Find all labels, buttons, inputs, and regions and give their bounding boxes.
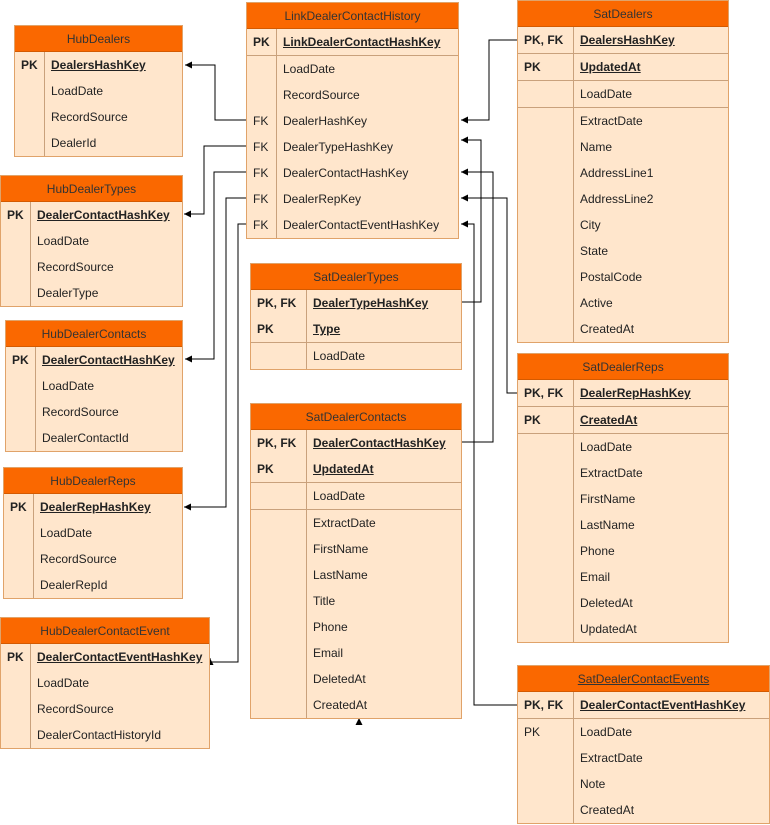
key-cell	[518, 264, 574, 290]
table-row[interactable]	[518, 27, 728, 54]
table-title: SatDealerContactEvents	[518, 666, 769, 692]
table-row[interactable]	[518, 771, 769, 797]
field-name: RecordSource	[37, 260, 114, 274]
key-cell	[15, 78, 45, 104]
table-title: HubDealerContacts	[6, 321, 182, 347]
table-row[interactable]	[518, 134, 728, 160]
key-cell	[518, 160, 574, 186]
table-title: SatDealerTypes	[251, 264, 461, 290]
field-name: DealerRepHashKey	[40, 500, 151, 514]
field-name: RecordSource	[40, 552, 117, 566]
field-name: RecordSource	[37, 702, 114, 716]
key-cell	[6, 425, 36, 451]
table-hub-dealers[interactable]	[14, 25, 183, 157]
key-cell	[518, 616, 574, 642]
table-row[interactable]	[518, 186, 728, 212]
key-cell: PK, FK	[251, 430, 307, 456]
key-cell	[1, 280, 31, 306]
field-name: Email	[580, 570, 611, 584]
table-row[interactable]	[247, 29, 458, 56]
key-cell	[518, 434, 574, 460]
key-cell	[518, 797, 574, 823]
key-cell	[4, 520, 34, 546]
table-row[interactable]	[251, 290, 461, 316]
table-row[interactable]	[518, 81, 728, 108]
table-row[interactable]	[251, 640, 461, 666]
field-name: LoadDate	[580, 725, 633, 739]
key-cell	[4, 546, 34, 572]
key-cell: FK	[247, 108, 277, 134]
field-name: RecordSource	[283, 88, 360, 102]
key-cell	[518, 238, 574, 264]
table-title: HubDealerTypes	[1, 176, 182, 202]
table-row[interactable]	[251, 510, 461, 536]
key-cell: PK, FK	[251, 290, 307, 316]
table-row[interactable]	[15, 130, 182, 156]
table-row[interactable]	[6, 399, 182, 425]
key-cell	[251, 343, 307, 369]
field-name: DealersHashKey	[51, 58, 146, 72]
line-dealerhashkey-hubdealers	[185, 65, 247, 120]
table-row[interactable]	[251, 562, 461, 588]
table-row[interactable]	[518, 407, 728, 434]
key-cell: PK, FK	[518, 380, 574, 406]
field-name: DealerContactEventHashKey	[283, 218, 440, 232]
table-hub-dealer-types[interactable]	[0, 175, 183, 307]
line-dealercontacteventhashkey-hubdealercontactevent	[210, 224, 247, 662]
table-row[interactable]	[6, 373, 182, 399]
table-row[interactable]	[247, 160, 458, 186]
field-name: LoadDate	[37, 234, 90, 248]
table-row[interactable]	[518, 264, 728, 290]
key-cell: PK	[251, 456, 307, 482]
field-name: Active	[580, 296, 613, 310]
field-name: AddressLine1	[580, 166, 654, 180]
key-cell	[518, 290, 574, 316]
field-name: DealerTypeHashKey	[313, 296, 429, 310]
key-cell	[251, 614, 307, 640]
field-name: LinkDealerContactHashKey	[283, 35, 441, 49]
key-cell	[518, 486, 574, 512]
table-row[interactable]	[4, 520, 182, 546]
table-row[interactable]	[15, 52, 182, 78]
line-satdealerreps-to-link	[461, 198, 517, 393]
table-row[interactable]	[4, 572, 182, 598]
key-cell	[251, 692, 307, 718]
key-cell	[1, 670, 31, 696]
field-name: LoadDate	[40, 526, 93, 540]
table-hub-dealer-reps[interactable]	[3, 467, 183, 599]
key-cell	[518, 316, 574, 342]
table-title: HubDealerContactEvent	[1, 618, 209, 644]
table-title: HubDealers	[15, 26, 182, 52]
table-row[interactable]	[15, 78, 182, 104]
table-row[interactable]	[518, 212, 728, 238]
key-cell: PK	[1, 644, 31, 670]
field-name: Phone	[313, 620, 348, 634]
field-name: Phone	[580, 544, 615, 558]
line-satdealertypes-to-link	[461, 140, 481, 302]
table-row[interactable]	[4, 546, 182, 572]
key-cell	[518, 460, 574, 486]
field-name: RecordSource	[51, 110, 128, 124]
table-row[interactable]	[6, 425, 182, 451]
table-row[interactable]	[1, 696, 209, 722]
table-sat-dealer-contacts[interactable]	[250, 403, 462, 719]
field-name: DealerContactEventHashKey	[580, 698, 746, 712]
key-cell: FK	[247, 160, 277, 186]
field-name: ExtractDate	[580, 751, 643, 765]
field-name: DealerContactId	[42, 431, 129, 445]
key-cell	[6, 373, 36, 399]
line-satdealercontacts-to-link	[461, 172, 493, 442]
field-name: DealerRepHashKey	[580, 386, 691, 400]
field-name: RecordSource	[42, 405, 119, 419]
field-name: DealerTypeHashKey	[283, 140, 394, 154]
key-cell	[518, 745, 574, 771]
key-cell	[4, 572, 34, 598]
field-name: Note	[580, 777, 606, 791]
key-cell	[6, 399, 36, 425]
key-cell	[518, 771, 574, 797]
field-name: PostalCode	[580, 270, 643, 284]
table-row[interactable]	[251, 456, 461, 483]
table-row[interactable]	[251, 316, 461, 343]
key-cell	[518, 538, 574, 564]
key-cell	[1, 228, 31, 254]
table-row[interactable]	[251, 430, 461, 456]
field-name: CreatedAt	[580, 322, 635, 336]
field-name: City	[580, 218, 601, 232]
field-name: DealerContactHashKey	[313, 436, 446, 450]
field-name: Email	[313, 646, 344, 660]
key-cell: FK	[247, 134, 277, 160]
table-row[interactable]	[247, 134, 458, 160]
field-name: DealerType	[37, 286, 99, 300]
table-row[interactable]	[247, 108, 458, 134]
field-name: LoadDate	[580, 440, 633, 454]
field-name: LastName	[580, 518, 635, 532]
field-name: Name	[580, 140, 613, 154]
field-name: DealerId	[51, 136, 97, 150]
field-name: Type	[313, 322, 341, 336]
table-row[interactable]	[247, 82, 458, 108]
table-row[interactable]	[518, 692, 769, 719]
key-cell	[251, 536, 307, 562]
key-cell	[247, 82, 277, 108]
field-name: CreatedAt	[580, 803, 635, 817]
field-name: LoadDate	[37, 676, 90, 690]
key-cell: PK, FK	[518, 27, 574, 53]
key-cell	[518, 212, 574, 238]
table-row[interactable]	[251, 614, 461, 640]
key-cell: PK	[6, 347, 36, 373]
table-title: HubDealerReps	[4, 468, 182, 494]
key-cell	[518, 134, 574, 160]
table-sat-dealer-contact-events[interactable]	[517, 665, 770, 824]
table-row[interactable]	[518, 160, 728, 186]
field-name: LoadDate	[580, 87, 633, 101]
table-row[interactable]	[518, 108, 728, 134]
key-cell	[251, 666, 307, 692]
key-cell	[251, 588, 307, 614]
field-name: LoadDate	[51, 84, 104, 98]
table-row[interactable]	[518, 564, 728, 590]
table-title: LinkDealerContactHistory	[247, 3, 458, 29]
field-name: LoadDate	[283, 62, 336, 76]
table-row[interactable]	[6, 347, 182, 373]
table-row[interactable]	[518, 54, 728, 81]
key-cell	[15, 104, 45, 130]
key-cell	[251, 483, 307, 509]
table-sat-dealer-types[interactable]	[250, 263, 462, 370]
line-satdealers-to-link	[461, 40, 517, 120]
table-row[interactable]	[247, 212, 458, 238]
table-row[interactable]	[4, 494, 182, 520]
field-name: UpdatedAt	[580, 622, 637, 636]
table-row[interactable]	[251, 483, 461, 510]
key-cell: PK	[251, 316, 307, 342]
key-cell	[1, 722, 31, 748]
table-hub-dealer-contact-event[interactable]	[0, 617, 210, 749]
field-name: FirstName	[313, 542, 369, 556]
table-row[interactable]	[1, 722, 209, 748]
table-row[interactable]	[518, 316, 728, 342]
table-row[interactable]	[518, 719, 769, 745]
table-row[interactable]	[1, 254, 182, 280]
field-name: LoadDate	[313, 489, 366, 503]
field-name: AddressLine2	[580, 192, 654, 206]
table-row[interactable]	[518, 797, 769, 823]
field-name: DealersHashKey	[580, 33, 675, 47]
field-name: Title	[313, 594, 336, 608]
table-row[interactable]	[251, 536, 461, 562]
field-name: UpdatedAt	[313, 462, 374, 476]
table-row[interactable]	[518, 238, 728, 264]
table-row[interactable]	[518, 460, 728, 486]
table-row[interactable]	[518, 380, 728, 407]
field-name: ExtractDate	[313, 516, 376, 530]
key-cell: PK	[247, 29, 277, 55]
key-cell	[518, 512, 574, 538]
field-name: ExtractDate	[580, 466, 643, 480]
key-cell	[518, 186, 574, 212]
field-name: DealerContactEventHashKey	[37, 650, 203, 664]
table-row[interactable]	[247, 186, 458, 212]
field-name: State	[580, 244, 609, 258]
table-row[interactable]	[247, 56, 458, 82]
table-row[interactable]	[518, 590, 728, 616]
table-row[interactable]	[251, 343, 461, 369]
table-row[interactable]	[1, 670, 209, 696]
key-cell	[518, 81, 574, 107]
table-title: SatDealerContacts	[251, 404, 461, 430]
field-name: DealerContactHistoryId	[37, 728, 162, 742]
table-row[interactable]	[1, 202, 182, 228]
field-name: FirstName	[580, 492, 636, 506]
field-name: LoadDate	[42, 379, 95, 393]
key-cell	[247, 56, 277, 82]
key-cell	[15, 130, 45, 156]
line-dealercontacthashkey-hubdealercontacts	[185, 172, 247, 359]
line-satdealercontactevents-to-link	[461, 224, 517, 705]
key-cell	[251, 562, 307, 588]
table-row[interactable]	[15, 104, 182, 130]
table-row[interactable]	[518, 538, 728, 564]
field-name: DeletedAt	[580, 596, 633, 610]
field-name: LastName	[313, 568, 368, 582]
key-cell: PK	[4, 494, 34, 520]
table-row[interactable]	[1, 228, 182, 254]
table-row[interactable]	[518, 512, 728, 538]
table-link-dealer-contact-history[interactable]	[246, 2, 459, 239]
key-cell: PK	[1, 202, 31, 228]
table-row[interactable]	[518, 616, 728, 642]
key-cell	[251, 510, 307, 536]
field-name: DealerContactHashKey	[37, 208, 170, 222]
field-name: DealerContactHashKey	[42, 353, 175, 367]
table-row[interactable]	[251, 666, 461, 692]
key-cell	[518, 108, 574, 134]
table-hub-dealer-contacts[interactable]	[5, 320, 183, 452]
key-cell	[1, 254, 31, 280]
key-cell: FK	[247, 212, 277, 238]
line-dealertypehashkey-hubdealertypes	[184, 146, 247, 214]
key-cell	[251, 640, 307, 666]
table-title: SatDealers	[518, 1, 728, 27]
line-dealerrepkey-hubdealerreps	[184, 198, 247, 507]
key-cell: PK	[518, 54, 574, 80]
field-name: ExtractDate	[580, 114, 643, 128]
field-name: DealerRepKey	[283, 192, 362, 206]
table-row[interactable]	[251, 588, 461, 614]
table-title: SatDealerReps	[518, 354, 728, 380]
field-name: CreatedAt	[580, 413, 638, 427]
table-row[interactable]	[518, 290, 728, 316]
key-cell	[518, 564, 574, 590]
table-row[interactable]	[518, 486, 728, 512]
table-row[interactable]	[251, 692, 461, 718]
key-cell: PK, FK	[518, 692, 574, 718]
key-cell: FK	[247, 186, 277, 212]
key-cell: PK	[518, 719, 574, 745]
key-cell: PK	[518, 407, 574, 433]
table-sat-dealer-reps[interactable]	[517, 353, 729, 643]
field-name: LoadDate	[313, 349, 366, 363]
table-row[interactable]	[518, 745, 769, 771]
key-cell: PK	[15, 52, 45, 78]
field-name: UpdatedAt	[580, 60, 641, 74]
table-row[interactable]	[1, 644, 209, 670]
field-name: DeletedAt	[313, 672, 366, 686]
field-name: DealerContactHashKey	[283, 166, 409, 180]
field-name: DealerRepId	[40, 578, 108, 592]
table-sat-dealers[interactable]	[517, 0, 729, 343]
field-name: DealerHashKey	[283, 114, 368, 128]
field-name: CreatedAt	[313, 698, 368, 712]
table-row[interactable]	[1, 280, 182, 306]
table-row[interactable]	[518, 434, 728, 460]
key-cell	[1, 696, 31, 722]
key-cell	[518, 590, 574, 616]
